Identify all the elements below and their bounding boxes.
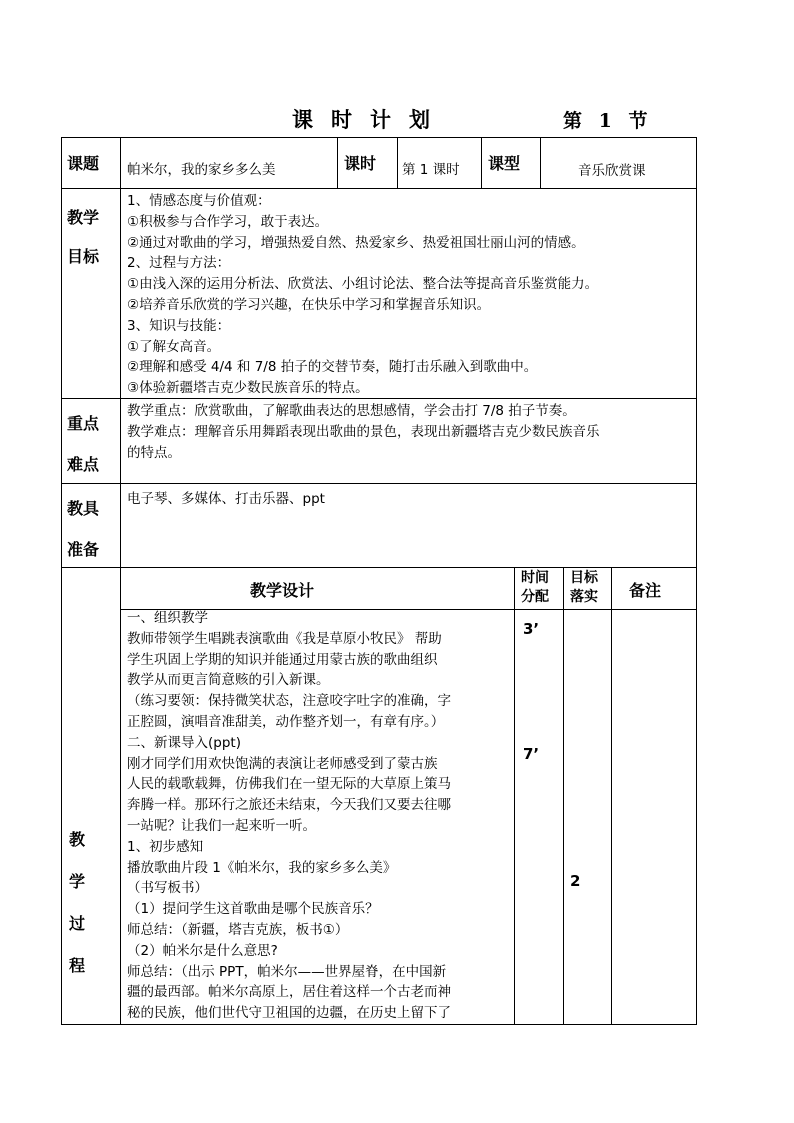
process-line: 教师带领学生唱跳表演歌曲《我是草原小牧民》 帮助 [127,630,442,647]
process-label-char: 学 [69,872,86,891]
topic-value: 帕米尔，我的家乡多么美 [127,162,276,178]
notes-header: 备注 [629,581,662,600]
type-label: 课型 [488,154,521,173]
goal-header [570,569,598,607]
table-border-bottom [61,1024,697,1025]
objectives-line: ②通过对歌曲的学习，增强热爱自然、热爱家乡、热爱祖国壮丽山河的情感。 [127,234,585,251]
time-header [521,569,549,607]
objectives-line: ①积极参与合作学习，敢于表达。 [127,213,329,230]
keypoints-text [127,401,600,463]
section-number: 第 1 节 [563,110,648,132]
label-column-divider [120,137,121,1025]
objectives-text [127,191,598,399]
process-line: 刚才同学们用欢快饱满的表演让老师感受到了蒙古族 [127,755,438,772]
info-divider [540,137,541,189]
row-divider [61,188,697,189]
process-line: 一站呢？让我们一起来听一听。 [127,817,316,834]
process-line: 疆的最西部。帕米尔高原上，居住着这样一个古老而神 [127,984,451,1001]
process-label-char: 程 [69,956,86,975]
process-line: 师总结：（新疆，塔吉克族，板书①） [127,921,349,938]
keypoints-line: 教学重点：欣赏歌曲，了解歌曲表达的思想感情，学会击打 7/8 拍子节奏。 [127,403,576,419]
process-line: （书写板书） [127,880,208,897]
objectives-label-bottom: 目标 [67,247,100,266]
materials-label-top: 教具 [67,499,100,518]
process-line: 师总结：（出示 PPT，帕米尔——世界屋脊，在中国新 [127,963,447,980]
hours-label: 课时 [344,154,377,173]
process-line: （2）帕米尔是什么意思? [127,942,278,959]
process-line: 秘的民族，他们世代守卫祖国的边疆，在历史上留下了 [127,1005,451,1022]
table-border-left [61,137,62,1025]
process-line: （1）提问学生这首歌曲是哪个民族音乐？ [127,901,379,918]
time-header-bottom: 分配 [521,589,549,605]
keypoints-label-top: 重点 [67,414,100,433]
table-border-top [61,137,697,138]
goal-mark: 2 [570,872,581,890]
objectives-line: ①了解女高音。 [127,338,221,355]
process-line: 播放歌曲片段 1《帕米尔，我的家乡多么美》 [127,859,397,876]
objectives-line: ③体验新疆塔吉克少数民族音乐的特点。 [127,380,369,397]
goal-header-bottom: 落实 [570,589,598,605]
materials-text: 电子琴、多媒体、打击乐器、ppt [127,491,325,507]
objectives-label-top: 教学 [67,208,100,227]
info-divider [397,137,398,189]
time-mark: 3’ [523,620,540,638]
keypoints-label-bottom: 难点 [67,455,100,474]
process-label-char: 教 [69,830,86,849]
time-mark: 7’ [523,745,540,763]
type-value: 音乐欣赏课 [578,163,646,179]
process-line: 1、初步感知 [127,838,204,855]
process-line: 一、组织教学 [127,610,208,626]
process-text [127,608,451,1024]
process-line: 人民的载歌载舞，仿佛我们在一望无际的大草原上策马 [127,776,451,793]
process-divider [611,567,612,1025]
objectives-line: 2、过程与方法： [127,255,231,272]
process-line: 教学从而更言简意赅的引入新课。 [127,672,330,689]
hours-value: 第 1 课时 [402,162,460,178]
topic-label: 课题 [67,154,100,173]
time-header-top: 时间 [521,570,549,586]
keypoints-line: 教学难点：理解音乐用舞蹈表现出歌曲的景色，表现出新疆塔吉克少数民族音乐 [127,423,600,440]
goal-header-top: 目标 [570,570,598,586]
keypoints-line: 的特点。 [127,444,181,461]
materials-label-bottom: 准备 [67,540,100,559]
table-border-right [696,137,697,1025]
process-line: 奔腾一样。那环行之旅还未结束，今天我们又要去往哪 [127,797,451,814]
process-divider [563,567,564,1025]
info-divider [337,137,338,189]
row-divider [61,483,697,484]
objectives-line: ①由浅入深的运用分析法、欣赏法、小组讨论法、整合法等提高音乐鉴赏能力。 [127,276,599,293]
design-header: 教学设计 [250,581,315,600]
process-line: 二、新课导入(ppt) [127,734,241,751]
process-label-char: 过 [69,914,86,933]
process-line: 正腔圆，演唱音准甜美，动作整齐划一，有章有序。） [127,713,445,730]
process-divider [514,567,515,1025]
info-divider [481,137,482,189]
page-title: 课时计划 [292,107,448,132]
process-line: 学生巩固上学期的知识并能通过用蒙古族的歌曲组织 [127,651,438,668]
objectives-line: 3、知识与技能： [127,317,231,334]
objectives-line: 1、情感态度与价值观： [127,193,271,209]
process-line: （练习要领：保持微笑状态，注意咬字吐字的准确，字 [127,693,451,710]
objectives-line: ②理解和感受 4/4 和 7/8 拍子的交替节奏，随打击乐融入到歌曲中。 [127,359,538,376]
objectives-line: ②培养音乐欣赏的学习兴趣，在快乐中学习和掌握音乐知识。 [127,296,491,313]
row-divider [61,567,697,568]
